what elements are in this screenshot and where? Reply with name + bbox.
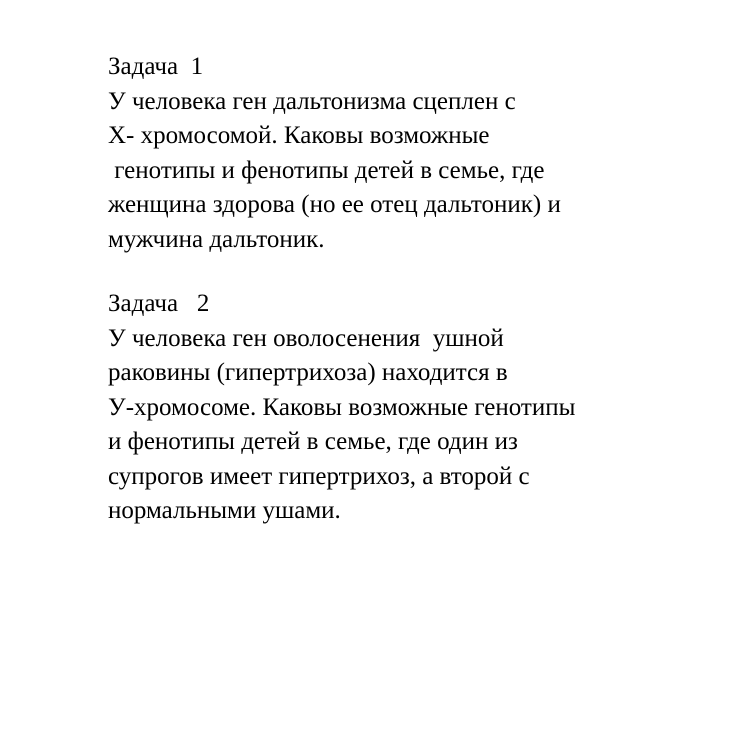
task-2-line-4: и фенотипы детей в семье, где один из xyxy=(108,428,518,455)
task-1-heading: Задача 1 xyxy=(108,53,204,80)
task-1-line-5: мужчина дальтоник. xyxy=(108,225,325,253)
task-2 xyxy=(108,287,708,529)
task-2-line-2: раковины (гипертрихоза) находится в xyxy=(108,359,508,386)
task-1-line-1: У человека ген дальтонизма сцеплен с xyxy=(108,87,516,115)
task-1 xyxy=(108,50,708,257)
task-1-line-2: Х- хромосомой. Каковы возможные xyxy=(108,122,490,149)
task-1-line-4: женщина здорова (но ее отец дальтоник) и xyxy=(108,191,561,218)
task-1-line-3: генотипы и фенотипы детей в семье, где xyxy=(108,156,545,184)
task-2-line-3: У-хромосоме. Каковы возможные генотипы xyxy=(108,393,576,421)
task-2-line-1: У человека ген оволосенения ушной xyxy=(108,324,504,352)
task-2-line-5: супрогов имеет гипертрихоз, а второй с xyxy=(108,462,530,490)
task-2-line-6: нормальными ушами. xyxy=(108,497,341,524)
task-2-heading: Задача 2 xyxy=(108,290,210,317)
